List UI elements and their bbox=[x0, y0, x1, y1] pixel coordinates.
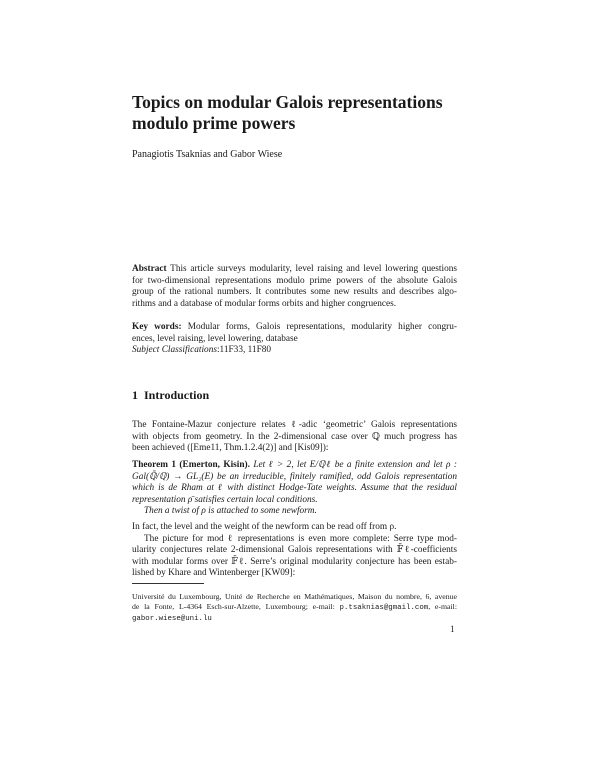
abstract-line-1: Abstract This article surveys modularity, level raising and level lowering questions bbox=[132, 264, 458, 274]
title-line-2: modulo prime powers bbox=[132, 113, 296, 133]
theorem-line-1: Theorem 1 (Emerton, Kisin). Let ℓ > 2, let E/ℚℓ be a finite extension and let ρ : bbox=[132, 460, 457, 470]
picture-line-2: ularity conjectures relate 2-dimensional Galois representations with 𝔽̄ℓ-coefficients bbox=[132, 545, 457, 556]
abstract-line-2: for two-dimensional representations modulo prime powers of the absolute Galois bbox=[132, 275, 457, 286]
after-theorem bbox=[132, 522, 457, 580]
section-number: 1 bbox=[132, 388, 138, 402]
keywords-line-2: ences, level raising, level lowering, database bbox=[132, 333, 298, 344]
keywords-label: Key words: bbox=[132, 322, 182, 332]
email-wiese[interactable]: gabor.wiese@uni.lu bbox=[132, 614, 212, 623]
theorem-line-5: Then a twist of ρ is attached to some newform. bbox=[144, 506, 317, 517]
section-heading bbox=[132, 388, 209, 403]
authors: Panagiotis Tsaknias and Gabor Wiese bbox=[132, 149, 283, 160]
abstract-label: Abstract bbox=[132, 264, 167, 274]
intro-paragraph bbox=[132, 420, 457, 455]
footnote-line-1: Université du Luxembourg, Unité de Recherche en Mathématiques, Maison du nombre, 6, avenue bbox=[132, 592, 457, 601]
email-tsaknias[interactable]: p.tsaknias@gmail.com bbox=[339, 604, 429, 613]
abstract-line-4: rithms and a database of modular forms orbits and higher congruences. bbox=[132, 298, 397, 309]
after-theorem-line-1: In fact, the level and the weight of the newform can be read off from ρ. bbox=[132, 522, 397, 532]
theorem-1 bbox=[132, 460, 457, 518]
paper-title bbox=[132, 92, 472, 134]
title-line-1: Topics on modular Galois representations bbox=[132, 92, 443, 112]
intro-line-2: with objects from geometry. In the 2-dimensional case over ℚ much progress has bbox=[132, 431, 457, 442]
keywords bbox=[132, 322, 457, 357]
theorem-line-3: which is de Rham at ℓ with distinct Hodge-Tate weights. Assume that the residual bbox=[132, 483, 457, 494]
intro-line-3: been achieved ([Eme11, Thm.1.2.4(2)] and [Kis09]): bbox=[132, 443, 329, 454]
intro-line-1: The Fontaine-Mazur conjecture relates ℓ-adic ‘geometric’ Galois representations bbox=[132, 420, 457, 430]
footnote bbox=[132, 592, 457, 624]
section-title: Introduction bbox=[144, 388, 210, 402]
theorem-line-4: representation ρ̄ satisfies certain local conditions. bbox=[132, 494, 318, 505]
theorem-label: Theorem 1 (Emerton, Kisin). bbox=[132, 460, 250, 470]
page-number: 1 bbox=[450, 624, 455, 634]
abstract-line-3: group of the rational numbers. It contributes some new results and describes algo- bbox=[132, 287, 457, 298]
theorem-line-2: Gal(ℚ̄/ℚ) → GL₂(E) be an irreducible, finitely ramified, odd Galois representation bbox=[132, 471, 457, 482]
subject-classifications: Subject Classifications:11F33, 11F80 bbox=[132, 345, 272, 356]
keywords-line-1: Key words: Modular forms, Galois representations, modularity higher congru- bbox=[132, 322, 457, 332]
picture-line-1: The picture for mod ℓ representations is even more complete: Serre type mod- bbox=[144, 533, 457, 544]
picture-line-3: with modular forms over 𝔽̄ℓ. Serre’s original modularity conjecture has been estab- bbox=[132, 556, 457, 567]
abstract bbox=[132, 264, 457, 310]
footnote-rule bbox=[132, 583, 204, 584]
picture-line-4: lished by Khare and Wintenberger [KW09]: bbox=[132, 568, 296, 579]
footnote-line-2: de la Fonte, L-4364 Esch-sur-Alzette, Luxembourg; e-mail: p.tsaknias@gmail.com, e-mail: bbox=[132, 602, 458, 613]
